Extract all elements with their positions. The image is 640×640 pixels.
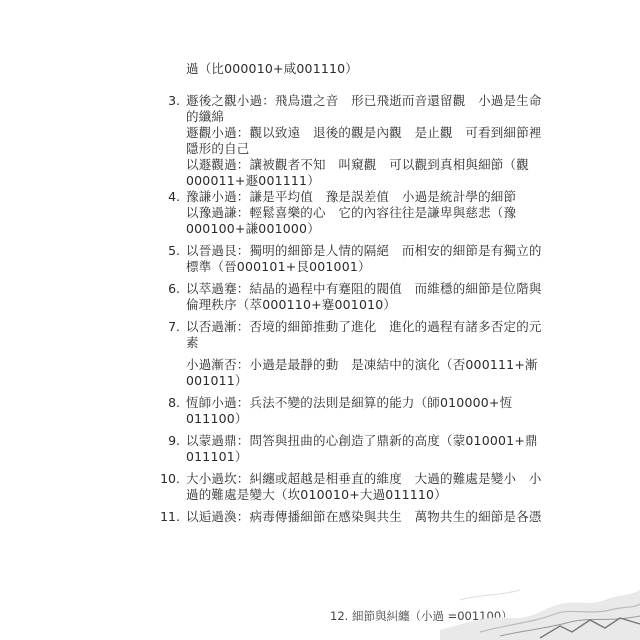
body-text-line: 以萃過蹇：結晶的過程中有蹇阻的閥值 而維穩的細節是位階與 [186,281,542,296]
chapter-title: 12. 細節與糾纏（小過 =001100） [330,609,513,623]
body-text-line: 000100+謙001000） [186,221,320,236]
mountain-ink-illustration [440,560,640,640]
body-text-line: 遯後之觀小過：飛鳥遺之音 形已飛逝而音還留觀 小過是生命 [186,93,542,108]
body-text-line: 小過漸否：小過是最靜的動 是凍結中的演化（否000111+漸 [186,357,538,372]
body-text-line: 011101） [186,449,248,464]
body-text-line: 素 [186,335,199,350]
body-text-line: 標準（晉000101+艮001001） [186,259,371,274]
body-text-line: 以否過漸：否境的細節推動了進化 進化的過程有諸多否定的元 [186,319,542,334]
item-number: 3. [168,93,180,108]
body-text-line: 倫理秩序（萃000110+蹇001010） [186,297,397,312]
body-text-line: 以晉過艮：獨明的細節是人情的隔絕 而相安的細節是有獨立的 [186,243,542,258]
item-number: 8. [168,395,180,410]
body-text-line: 隱形的自己 [186,141,250,156]
item-number: 4. [168,189,180,204]
body-text-line: 過（比000010+咸001110） [186,61,359,76]
item-number: 10. [160,471,180,486]
body-text-line: 以蒙過鼎：問答與扭曲的心創造了鼎新的高度（蒙010001+鼎 [186,433,538,448]
item-number: 9. [168,433,180,448]
item-number: 7. [168,319,180,334]
item-number: 11. [160,509,180,524]
body-text-line: 011100） [186,411,248,426]
body-text-line: 以豫過謙：輕鬆喜樂的心 它的內容往往是謙卑與慈悲（豫 [186,205,517,220]
body-text-line: 過的難處是變大（坎010010+大過011110） [186,487,447,502]
body-text-line: 豫謙小過：謙是平均值 豫是誤差值 小過是統計學的細節 [186,189,517,204]
item-number: 5. [168,243,180,258]
body-text-line: 的纖綿 [186,109,225,124]
item-number: 6. [168,281,180,296]
body-text-line: 001011） [186,373,248,388]
body-text-line: 遯觀小過：觀以致遠 退後的觀是內觀 是止觀 可看到細節裡 [186,125,542,140]
body-text-line: 大小過坎：糾纏或超越是相垂直的維度 大過的難處是變小 小 [186,471,542,486]
body-text-line: 恆師小過：兵法不變的法則是細算的能力（師010000+恆 [186,395,513,410]
body-text-line: 以逅過渙：病毒傳播細節在感染與共生 萬物共生的細節是各憑 [186,509,542,524]
body-text-line: 000011+遯001111） [186,173,320,188]
body-text-line: 以遯觀過：讓被觀者不知 叫窺觀 可以觀到真相與細節（觀 [186,157,529,172]
